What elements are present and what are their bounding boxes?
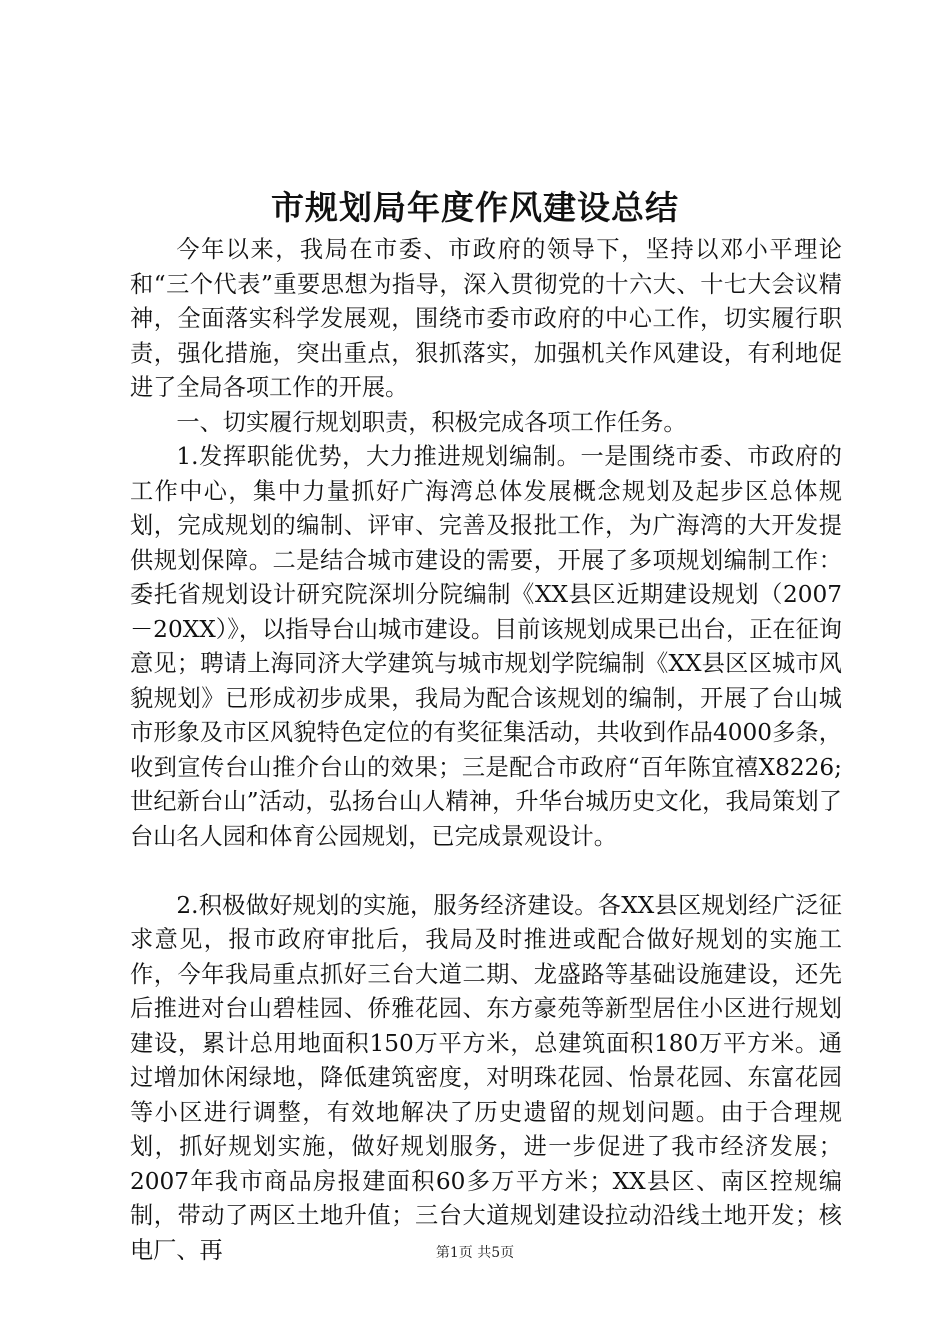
item-1-paragraph: 1.发挥职能优势，大力推进规划编制。一是围绕市委、市政府的工作中心，集中力量抓好广海湾总体发展概念规划及起步区总体规划，完成规划的编制、评审、完善及报批工作，为广海湾的大开发提供规划保障。二是结合城市建设的需要，开展了多项规划编制工作：委托省规划设计研究院深圳分院编制《XX县区近期建设规划（2007－20XX）》，以指导台山城市建设。目前该规划成果已出台，正在征询意见；聘请上海同济大学建筑与城市规划学院编制《XX县区区城市风貌规划》已形成初步成果，我局为配合该规划的编制，开展了台山城市形象及市区风貌特色定位的有奖征集活动，共收到作品4000多条，收到宣传台山推介台山的效果；三是配合市政府“百年陈宜禧X8226;世纪新台山”活动，弘扬台山人精神，升华台城历史文化，我局策划了台山名人园和体育公园规划，已完成景观设计。	[130, 443, 842, 850]
document-title: 市规划局年度作风建设总结	[271, 188, 679, 227]
paragraph-spacer	[130, 854, 842, 889]
intro-paragraph: 今年以来，我局在市委、市政府的领导下，坚持以邓小平理论和“三个代表”重要思想为指导，深入贯彻党的十六大、十七大会议精神，全面落实科学发展观，围绕市委市政府的中心工作，切实履行职责，强化措施，突出重点，狠抓落实，加强机关作风建设，有利地促进了全局各项工作的开展。	[130, 236, 842, 401]
document-body	[130, 233, 842, 1268]
section-heading: 一、切实履行规划职责，积极完成各项工作任务。	[176, 408, 687, 436]
page-footer: 第1页 共5页	[435, 1245, 515, 1261]
item-2-paragraph: 2.积极做好规划的实施，服务经济建设。各XX县区规划经广泛征求意见，报市政府审批后，我局及时推进或配合做好规划的实施工作，今年我局重点抓好三台大道二期、龙盛路等基础设施建设，还先后推进对台山碧桂园、侨雅花园、东方豪苑等新型居住小区进行规划建设，累计总用地面积150万平方米，总建筑面积180万平方米。通过增加休闲绿地，降低建筑密度，对明珠花园、怡景花园、东富花园等小区进行调整，有效地解决了历史遗留的规划问题。由于合理规划，抓好规划实施，做好规划服务，进一步促进了我市经济发展；2007年我市商品房报建面积60多万平方米；XX县区、南区控规编制，带动了两区土地升值；三台大道规划建设拉动沿线土地开发；核电厂、再	[130, 891, 842, 1264]
